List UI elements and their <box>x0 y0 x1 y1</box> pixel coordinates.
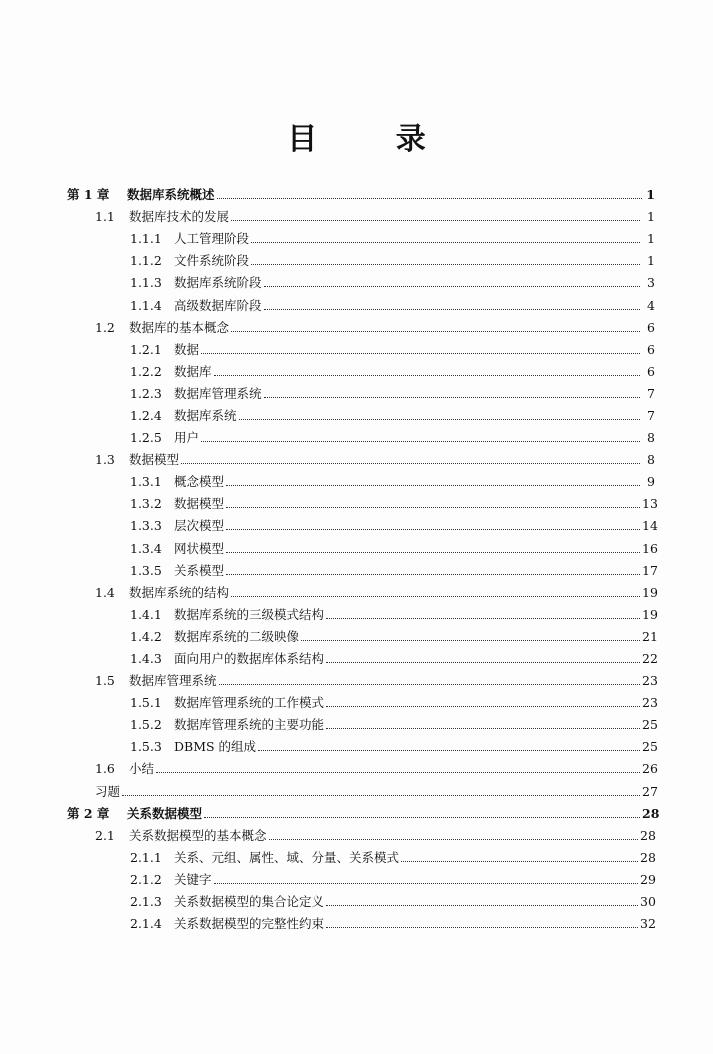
toc-entry-subsection <box>0 427 713 449</box>
dot-leader <box>326 705 640 707</box>
toc-entry-subsection <box>0 383 713 405</box>
toc-entry-title: 关系数据模型的集合论定义 <box>174 894 325 910</box>
dot-leader <box>264 308 640 310</box>
toc-entry-title: 数据库技术的发展 <box>129 209 230 225</box>
toc-entry-title: 关系数据模型 <box>127 805 203 821</box>
toc-entry-page-number: 8 <box>647 452 655 468</box>
dot-leader <box>231 330 640 332</box>
toc-entry-page-number: 4 <box>647 297 655 313</box>
toc-entry-number: 第 2 章 <box>67 805 110 821</box>
toc-entry-subsection <box>0 560 713 582</box>
toc-entry-page-number: 28 <box>640 849 656 865</box>
toc-entry-page-number: 28 <box>640 827 656 843</box>
dot-leader <box>251 263 640 265</box>
toc-entry-page-number: 25 <box>642 739 658 755</box>
toc-entry-page-number: 28 <box>642 805 660 821</box>
dot-leader <box>219 683 640 685</box>
toc-entry-title: 关键字 <box>174 871 212 887</box>
dot-leader <box>269 838 638 840</box>
toc-entry-number: 1.2.5 <box>130 430 162 446</box>
dot-leader <box>201 352 640 354</box>
toc-entry-title: 关系模型 <box>174 562 225 578</box>
toc-entry-chapter <box>0 803 713 825</box>
toc-entry-number: 1.2.2 <box>130 363 162 379</box>
toc-entry-page-number: 7 <box>647 407 655 423</box>
toc-entry-number: 1.4.3 <box>130 651 162 667</box>
toc-entry-number: 1.1 <box>95 209 115 225</box>
toc-entry-number: 1.2.4 <box>130 407 162 423</box>
toc-entry-page-number: 13 <box>642 496 658 512</box>
toc-entry-subsection <box>0 294 713 316</box>
toc-entry-subsection <box>0 339 713 361</box>
toc-entry-chapter <box>0 184 713 206</box>
dot-leader <box>326 661 640 663</box>
toc-entry-title: 数据库系统 <box>174 407 237 423</box>
toc-entry-title: 层次模型 <box>174 518 225 534</box>
toc-entry-subsection <box>0 913 713 935</box>
toc-entry-page-number: 1 <box>647 253 655 269</box>
toc-entry-page-number: 22 <box>642 651 658 667</box>
toc-entry-title: 数据库管理系统 <box>129 673 217 689</box>
toc-entry-title: 数据库管理系统 <box>174 385 262 401</box>
toc-entry-title: 习题 <box>95 783 121 799</box>
toc-entry-number: 1.1.3 <box>130 275 162 291</box>
toc-entry-exercise <box>0 781 713 803</box>
toc-entry-page-number: 25 <box>642 717 658 733</box>
dot-leader <box>181 462 640 464</box>
toc-entry-section <box>0 825 713 847</box>
toc-entry-number: 2.1 <box>95 827 115 843</box>
toc-entry-section <box>0 317 713 339</box>
dot-leader <box>326 617 640 619</box>
dot-leader <box>239 418 640 420</box>
toc-entry-title: 用户 <box>174 430 200 446</box>
toc-entry-subsection <box>0 493 713 515</box>
toc-entry-number: 1.5 <box>95 673 115 689</box>
toc-entry-number: 1.4.1 <box>130 606 162 622</box>
toc-entry-page-number: 8 <box>647 430 655 446</box>
dot-leader <box>156 771 640 773</box>
toc-entry-subsection <box>0 626 713 648</box>
toc-entry-number: 1.3 <box>95 452 115 468</box>
toc-entry-number: 1.5.1 <box>130 695 162 711</box>
toc-entry-number: 1.3.5 <box>130 562 162 578</box>
toc-entry-number: 1.2 <box>95 319 115 335</box>
toc-entry-subsection <box>0 847 713 869</box>
dot-leader <box>301 639 640 641</box>
toc-entry-page-number: 1 <box>647 209 655 225</box>
dot-leader <box>326 926 638 928</box>
toc-entry-page-number: 23 <box>642 673 658 689</box>
toc-entry-title: 数据库系统概述 <box>127 187 215 203</box>
dot-leader <box>264 396 640 398</box>
dot-leader <box>122 794 640 796</box>
toc-entry-number: 1.1.2 <box>130 253 162 269</box>
dot-leader <box>226 528 640 530</box>
dot-leader <box>201 440 640 442</box>
toc-entry-page-number: 19 <box>642 606 658 622</box>
toc-entry-subsection <box>0 891 713 913</box>
toc-entry-page-number: 27 <box>642 783 658 799</box>
dot-leader <box>326 727 640 729</box>
toc-entry-number: 1.4 <box>95 584 115 600</box>
toc-entry-subsection <box>0 471 713 493</box>
toc-entry-page-number: 3 <box>647 275 655 291</box>
toc-entry-subsection <box>0 515 713 537</box>
toc-entry-title: 关系数据模型的完整性约束 <box>174 916 325 932</box>
toc-entry-page-number: 32 <box>640 916 656 932</box>
toc-entry-page-number: 7 <box>647 385 655 401</box>
toc-entry-page-number: 21 <box>642 628 658 644</box>
toc-entry-title: 数据库 <box>174 363 212 379</box>
toc-entry-page-number: 9 <box>647 474 655 490</box>
toc-entry-number: 2.1.1 <box>130 849 162 865</box>
toc-entry-section <box>0 449 713 471</box>
toc-entry-title: 数据库的基本概念 <box>129 319 230 335</box>
toc-entry-title: 数据库系统的二级映像 <box>174 628 300 644</box>
toc-list <box>0 184 713 935</box>
toc-entry-title: 高级数据库阶段 <box>174 297 262 313</box>
toc-entry-title: 数据库系统阶段 <box>174 275 262 291</box>
dot-leader <box>214 374 640 376</box>
toc-entry-title: 面向用户的数据库体系结构 <box>174 651 325 667</box>
dot-leader <box>231 219 640 221</box>
toc-entry-number: 1.6 <box>95 761 115 777</box>
toc-entry-title: 小结 <box>129 761 155 777</box>
toc-entry-page-number: 16 <box>642 540 658 556</box>
toc-entry-title: 数据库管理系统的主要功能 <box>174 717 325 733</box>
toc-entry-subsection <box>0 405 713 427</box>
dot-leader <box>326 904 638 906</box>
toc-entry-title: 数据库系统的结构 <box>129 584 230 600</box>
toc-entry-subsection <box>0 272 713 294</box>
toc-entry-page-number: 6 <box>647 363 655 379</box>
toc-entry-subsection <box>0 648 713 670</box>
toc-entry-section <box>0 758 713 780</box>
toc-entry-page-number: 30 <box>640 894 656 910</box>
toc-entry-subsection <box>0 869 713 891</box>
toc-entry-page-number: 1 <box>646 187 655 203</box>
toc-entry-number: 1.1.4 <box>130 297 162 313</box>
toc-entry-subsection <box>0 714 713 736</box>
toc-entry-page-number: 17 <box>642 562 658 578</box>
dot-leader <box>204 816 640 818</box>
toc-entry-section <box>0 206 713 228</box>
dot-leader <box>264 285 640 287</box>
dot-leader <box>401 860 638 862</box>
toc-entry-number: 1.3.4 <box>130 540 162 556</box>
toc-entry-title: 数据库管理系统的工作模式 <box>174 695 325 711</box>
toc-entry-title: 数据 <box>174 341 200 357</box>
toc-entry-number: 2.1.4 <box>130 916 162 932</box>
toc-entry-title: 数据模型 <box>174 496 225 512</box>
dot-leader <box>226 506 640 508</box>
toc-entry-title: 人工管理阶段 <box>174 231 250 247</box>
toc-entry-number: 第 1 章 <box>67 187 110 203</box>
dot-leader <box>258 749 640 751</box>
toc-entry-title: 文件系统阶段 <box>174 253 250 269</box>
dot-leader <box>226 551 640 553</box>
toc-entry-section <box>0 582 713 604</box>
toc-entry-title: 关系数据模型的基本概念 <box>129 827 267 843</box>
dot-leader <box>226 573 640 575</box>
toc-entry-number: 1.3.3 <box>130 518 162 534</box>
toc-entry-number: 1.3.2 <box>130 496 162 512</box>
dot-leader <box>251 241 640 243</box>
toc-entry-page-number: 6 <box>647 319 655 335</box>
toc-entry-subsection <box>0 250 713 272</box>
toc-entry-title: 数据库系统的三级模式结构 <box>174 606 325 622</box>
toc-entry-page-number: 29 <box>640 871 656 887</box>
toc-entry-page-number: 14 <box>642 518 658 534</box>
toc-entry-subsection <box>0 538 713 560</box>
toc-entry-number: 1.1.1 <box>130 231 162 247</box>
toc-entry-page-number: 26 <box>642 761 658 777</box>
toc-entry-page-number: 23 <box>642 695 658 711</box>
toc-entry-number: 1.2.3 <box>130 385 162 401</box>
toc-entry-number: 1.5.3 <box>130 739 162 755</box>
toc-entry-title: 数据模型 <box>129 452 180 468</box>
toc-entry-subsection <box>0 736 713 758</box>
toc-entry-title: 网状模型 <box>174 540 225 556</box>
toc-entry-number: 1.5.2 <box>130 717 162 733</box>
dot-leader <box>214 882 638 884</box>
toc-entry-number: 1.4.2 <box>130 628 162 644</box>
toc-entry-subsection <box>0 692 713 714</box>
toc-entry-number: 2.1.3 <box>130 894 162 910</box>
dot-leader <box>226 484 640 486</box>
dot-leader <box>217 197 642 199</box>
dot-leader <box>231 595 640 597</box>
toc-entry-number: 1.3.1 <box>130 474 162 490</box>
toc-entry-title: DBMS 的组成 <box>174 739 257 755</box>
toc-entry-subsection <box>0 604 713 626</box>
toc-entry-number: 2.1.2 <box>130 871 162 887</box>
toc-entry-subsection <box>0 228 713 250</box>
toc-entry-page-number: 1 <box>647 231 655 247</box>
toc-entry-number: 1.2.1 <box>130 341 162 357</box>
toc-entry-section <box>0 670 713 692</box>
page-title: 目 录 <box>287 122 460 157</box>
toc-entry-title: 关系、元组、属性、域、分量、关系模式 <box>174 849 400 865</box>
toc-entry-page-number: 6 <box>647 341 655 357</box>
toc-entry-subsection <box>0 361 713 383</box>
toc-entry-page-number: 19 <box>642 584 658 600</box>
toc-entry-title: 概念模型 <box>174 474 225 490</box>
